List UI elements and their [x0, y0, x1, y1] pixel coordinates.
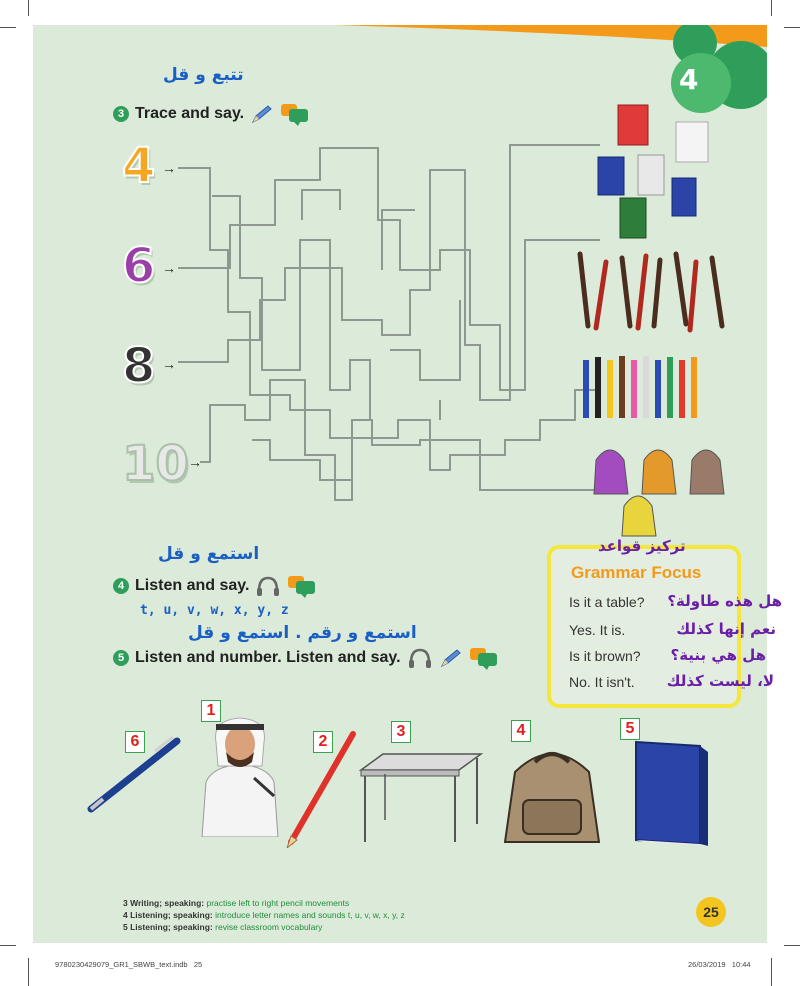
exercise5-header — [113, 646, 499, 670]
exercise4-header — [113, 574, 317, 598]
teacher-note-5 — [123, 922, 322, 932]
exercise3-number: 3 — [113, 106, 129, 122]
note-text: practise left to right pencil movements — [206, 898, 350, 908]
letters-list: t, u, v, w, x, y, z — [140, 603, 289, 618]
grammar-arabic-line-4: لا، ليست كذلك — [666, 672, 774, 690]
pencils-illustration — [580, 352, 720, 422]
exercise4-title: Listen and say. — [135, 577, 250, 594]
number-box-2[interactable]: 2 — [313, 731, 333, 753]
table-illustration — [355, 750, 485, 845]
exercise3-arabic-title: تتبع و قل — [163, 65, 244, 85]
backpack-illustration — [495, 742, 610, 847]
speech-bubbles-icon — [469, 646, 499, 670]
grammar-arabic-line-2: نعم إنها كذلك — [676, 620, 776, 638]
teacher-note-4 — [123, 910, 405, 920]
note-num: 5 — [123, 922, 128, 932]
arrow-right-icon: → — [162, 260, 176, 276]
arrow-right-icon: → — [188, 454, 202, 470]
note-label: Writing; speaking: — [130, 898, 205, 908]
page-corner-number: 25 — [696, 897, 726, 927]
backpacks-illustration — [590, 432, 740, 537]
grammar-arabic-line-1: هل هذه طاولة؟ — [667, 592, 782, 610]
note-num: 4 — [123, 910, 128, 920]
grammar-arabic-line-3: هل هي بنية؟ — [670, 646, 766, 664]
grammar-line-3: Is it brown? — [569, 648, 641, 664]
grammar-title: Grammar Focus — [571, 563, 702, 582]
exercise3-title: Trace and say. — [135, 105, 245, 122]
exercise4-arabic-title: استمع و قل — [158, 544, 260, 564]
man-illustration — [192, 712, 287, 837]
number-box-6[interactable]: 6 — [125, 731, 145, 753]
grammar-line-2: Yes. It is. — [569, 622, 626, 638]
pen-illustration — [85, 735, 185, 815]
print-date-info: 26/03/2019 10:44 — [688, 960, 751, 969]
pencil-illustration — [283, 728, 363, 848]
page-number: 4 — [679, 63, 699, 96]
arrow-right-icon: → — [162, 160, 176, 176]
number-box-5[interactable]: 5 — [620, 718, 640, 740]
number-box-4[interactable]: 4 — [511, 720, 531, 742]
note-num: 3 — [123, 898, 128, 908]
pencil-icon — [439, 648, 463, 668]
number-box-3[interactable]: 3 — [391, 721, 411, 743]
exercise5-title: Listen and number. Listen and say. — [135, 649, 401, 666]
note-label: Listening; speaking: — [130, 910, 213, 920]
maze-number-4: 4 — [122, 138, 156, 194]
pens-illustration — [572, 248, 732, 333]
maze-number-8: 8 — [122, 338, 156, 394]
grammar-line-1: Is it a table? — [569, 594, 645, 610]
exercise4-number: 4 — [113, 578, 129, 594]
exercise5-number: 5 — [113, 650, 129, 666]
maze-number-10: 10 — [122, 436, 189, 492]
grammar-line-4: No. It isn't. — [569, 674, 635, 690]
headphones-icon — [407, 647, 433, 669]
headphones-icon — [255, 575, 281, 597]
number-box-1[interactable]: 1 — [201, 700, 221, 722]
arrow-right-icon: → — [162, 356, 176, 372]
book-illustration — [632, 738, 712, 848]
teacher-note-3 — [123, 898, 349, 908]
speech-bubbles-icon — [287, 574, 317, 598]
exercise5-arabic-title: استمع و رقم . استمع و قل — [188, 623, 417, 643]
note-text: revise classroom vocabulary — [215, 922, 323, 932]
note-label: Listening; speaking: — [130, 922, 213, 932]
print-file-info: 9780230429079_GR1_SBWB_text.indb 25 — [55, 960, 203, 969]
books-illustration — [590, 100, 730, 245]
grammar-arabic-title: تركيز قواعد — [598, 537, 686, 555]
maze-number-6: 6 — [122, 238, 156, 294]
note-text: introduce letter names and sounds t, u, v, w, x, y, z — [215, 910, 405, 920]
